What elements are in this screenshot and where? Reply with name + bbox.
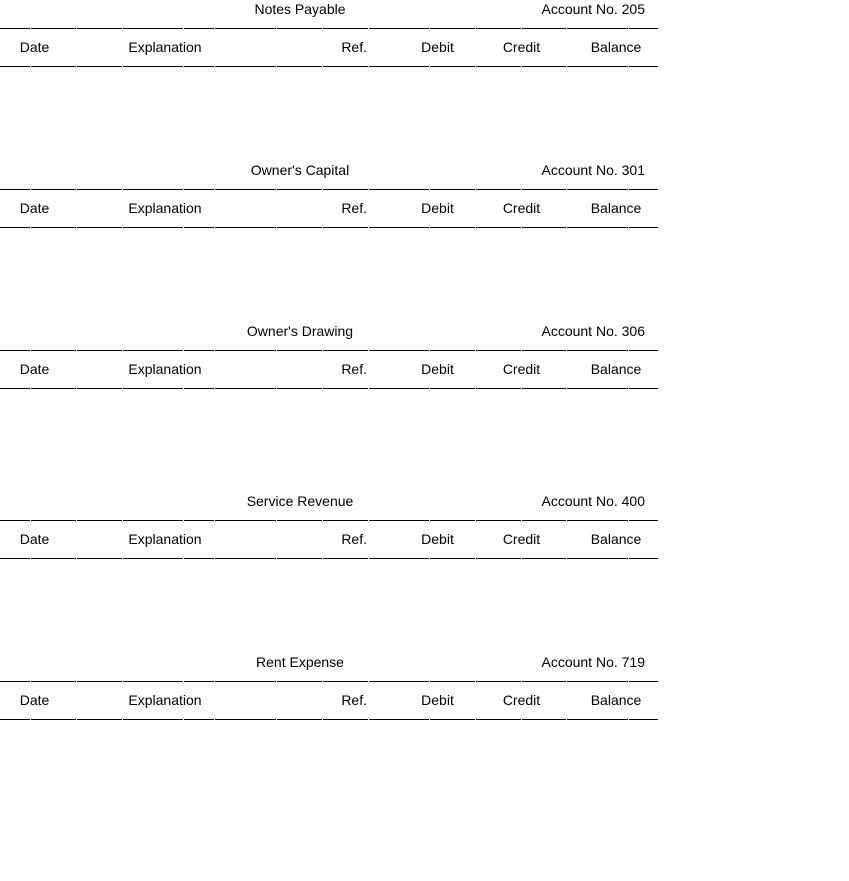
rule-gap (122, 681, 123, 684)
ledger-column-header (0, 521, 658, 558)
column-debit: Debit (421, 361, 454, 377)
column-explanation: Explanation (128, 361, 202, 377)
rule-gap (475, 28, 476, 31)
rule-gap (566, 189, 567, 192)
rule-gap (628, 66, 629, 69)
ledger-bottom-rule (0, 388, 658, 389)
rule-gap (628, 227, 629, 230)
rule-gap (214, 520, 215, 523)
rule-gap (183, 350, 184, 353)
column-date: Date (19, 361, 50, 377)
rule-gap (122, 28, 123, 31)
rule-gap (628, 350, 629, 353)
rule-gap (368, 719, 369, 722)
rule-gap (475, 558, 476, 561)
rule-gap (30, 520, 31, 523)
rule-gap (322, 388, 323, 391)
rule-gap (368, 558, 369, 561)
rule-gap (322, 520, 323, 523)
column-debit: Debit (421, 531, 454, 547)
account-number: Account No. 205 (541, 1, 645, 17)
rule-gap (628, 558, 629, 561)
rule-gap (566, 28, 567, 31)
rule-gap (521, 28, 522, 31)
rule-gap (521, 388, 522, 391)
column-ref: Ref. (341, 531, 367, 547)
column-credit: Credit (502, 200, 541, 216)
rule-gap (368, 66, 369, 69)
rule-gap (183, 189, 184, 192)
rule-gap (30, 681, 31, 684)
column-ref: Ref. (341, 692, 367, 708)
rule-gap (368, 520, 369, 523)
account-name: Owner's Capital (250, 162, 350, 178)
rule-gap (475, 719, 476, 722)
rule-gap (214, 227, 215, 230)
rule-gap (276, 388, 277, 391)
account-number: Account No. 719 (541, 654, 645, 670)
ledger-title-row (0, 322, 658, 350)
rule-gap (183, 520, 184, 523)
rule-gap (566, 681, 567, 684)
rule-gap (521, 350, 522, 353)
column-balance: Balance (590, 361, 642, 377)
column-date: Date (19, 39, 50, 55)
column-debit: Debit (421, 692, 454, 708)
column-date: Date (19, 692, 50, 708)
rule-gap (628, 719, 629, 722)
ledger-bottom-rule (0, 558, 658, 559)
account-name: Service Revenue (246, 493, 354, 509)
rule-gap (276, 520, 277, 523)
ledger-rent-expense (0, 653, 658, 720)
rule-gap (214, 681, 215, 684)
rule-gap (76, 227, 77, 230)
account-number: Account No. 400 (541, 493, 645, 509)
rule-gap (521, 520, 522, 523)
rule-gap (475, 520, 476, 523)
rule-gap (566, 558, 567, 561)
rule-gap (76, 28, 77, 31)
rule-gap (76, 681, 77, 684)
column-balance: Balance (590, 200, 642, 216)
rule-gap (183, 681, 184, 684)
account-name: Owner's Drawing (246, 323, 354, 339)
rule-gap (30, 227, 31, 230)
rule-gap (122, 189, 123, 192)
rule-gap (276, 558, 277, 561)
rule-gap (368, 388, 369, 391)
ledger-bottom-rule (0, 66, 658, 67)
rule-gap (183, 28, 184, 31)
rule-gap (276, 719, 277, 722)
rule-gap (322, 189, 323, 192)
account-name: Rent Expense (256, 654, 344, 670)
rule-gap (183, 719, 184, 722)
rule-gap (276, 28, 277, 31)
rule-gap (521, 66, 522, 69)
rule-gap (566, 520, 567, 523)
rule-gap (76, 388, 77, 391)
rule-gap (76, 189, 77, 192)
rule-gap (122, 388, 123, 391)
rule-gap (122, 719, 123, 722)
rule-gap (521, 189, 522, 192)
column-date: Date (19, 200, 50, 216)
ledger-title-row (0, 653, 658, 681)
rule-gap (429, 66, 430, 69)
rule-gap (628, 189, 629, 192)
ledger-owners-capital (0, 161, 658, 228)
account-number: Account No. 306 (541, 323, 645, 339)
column-debit: Debit (421, 39, 454, 55)
rule-gap (183, 66, 184, 69)
rule-gap (122, 66, 123, 69)
column-ref: Ref. (341, 39, 367, 55)
rule-gap (30, 350, 31, 353)
rule-gap (566, 66, 567, 69)
account-number: Account No. 301 (541, 162, 645, 178)
rule-gap (475, 227, 476, 230)
rule-gap (368, 28, 369, 31)
account-name: Notes Payable (254, 1, 346, 17)
rule-gap (76, 520, 77, 523)
rule-gap (122, 350, 123, 353)
ledger-owners-drawing (0, 322, 658, 389)
ledger-bottom-rule (0, 719, 658, 720)
rule-gap (76, 558, 77, 561)
ledger-notes-payable (0, 0, 658, 67)
column-explanation: Explanation (128, 39, 202, 55)
rule-gap (475, 681, 476, 684)
column-explanation: Explanation (128, 692, 202, 708)
rule-gap (276, 227, 277, 230)
rule-gap (521, 681, 522, 684)
column-balance: Balance (590, 692, 642, 708)
rule-gap (214, 189, 215, 192)
rule-gap (429, 719, 430, 722)
rule-gap (475, 66, 476, 69)
rule-gap (214, 558, 215, 561)
ledger-column-header (0, 351, 658, 388)
column-ref: Ref. (341, 361, 367, 377)
rule-gap (566, 227, 567, 230)
rule-gap (368, 227, 369, 230)
rule-gap (322, 350, 323, 353)
rule-gap (429, 520, 430, 523)
rule-gap (214, 350, 215, 353)
rule-gap (368, 189, 369, 192)
rule-gap (76, 66, 77, 69)
ledger-title-row (0, 492, 658, 520)
rule-gap (276, 189, 277, 192)
rule-gap (322, 719, 323, 722)
rule-gap (521, 558, 522, 561)
rule-gap (122, 227, 123, 230)
ledger-title-row (0, 0, 658, 28)
rule-gap (429, 227, 430, 230)
column-credit: Credit (502, 692, 541, 708)
column-balance: Balance (590, 39, 642, 55)
ledger-column-header (0, 190, 658, 227)
rule-gap (214, 719, 215, 722)
rule-gap (122, 520, 123, 523)
rule-gap (30, 28, 31, 31)
column-explanation: Explanation (128, 531, 202, 547)
rule-gap (628, 681, 629, 684)
rule-gap (30, 558, 31, 561)
column-credit: Credit (502, 531, 541, 547)
rule-gap (429, 350, 430, 353)
rule-gap (322, 558, 323, 561)
rule-gap (183, 558, 184, 561)
rule-gap (322, 28, 323, 31)
rule-gap (183, 227, 184, 230)
column-debit: Debit (421, 200, 454, 216)
rule-gap (429, 681, 430, 684)
rule-gap (30, 66, 31, 69)
rule-gap (276, 681, 277, 684)
rule-gap (214, 388, 215, 391)
column-credit: Credit (502, 39, 541, 55)
rule-gap (214, 66, 215, 69)
ledger-column-header (0, 682, 658, 719)
rule-gap (76, 719, 77, 722)
rule-gap (628, 28, 629, 31)
ledger-bottom-rule (0, 227, 658, 228)
rule-gap (475, 189, 476, 192)
rule-gap (276, 350, 277, 353)
rule-gap (322, 227, 323, 230)
rule-gap (368, 350, 369, 353)
rule-gap (628, 520, 629, 523)
column-balance: Balance (590, 531, 642, 547)
rule-gap (322, 681, 323, 684)
rule-gap (429, 558, 430, 561)
rule-gap (521, 719, 522, 722)
rule-gap (322, 66, 323, 69)
rule-gap (368, 681, 369, 684)
column-date: Date (19, 531, 50, 547)
rule-gap (122, 558, 123, 561)
rule-gap (276, 66, 277, 69)
ledger-column-header (0, 29, 658, 66)
rule-gap (76, 350, 77, 353)
rule-gap (429, 388, 430, 391)
rule-gap (30, 189, 31, 192)
rule-gap (566, 719, 567, 722)
rule-gap (566, 388, 567, 391)
rule-gap (475, 388, 476, 391)
rule-gap (628, 388, 629, 391)
rule-gap (30, 388, 31, 391)
column-credit: Credit (502, 361, 541, 377)
rule-gap (475, 350, 476, 353)
rule-gap (429, 189, 430, 192)
rule-gap (566, 350, 567, 353)
column-ref: Ref. (341, 200, 367, 216)
rule-gap (521, 227, 522, 230)
ledger-service-revenue (0, 492, 658, 559)
rule-gap (183, 388, 184, 391)
ledger-title-row (0, 161, 658, 189)
rule-gap (214, 28, 215, 31)
rule-gap (429, 28, 430, 31)
rule-gap (30, 719, 31, 722)
column-explanation: Explanation (128, 200, 202, 216)
